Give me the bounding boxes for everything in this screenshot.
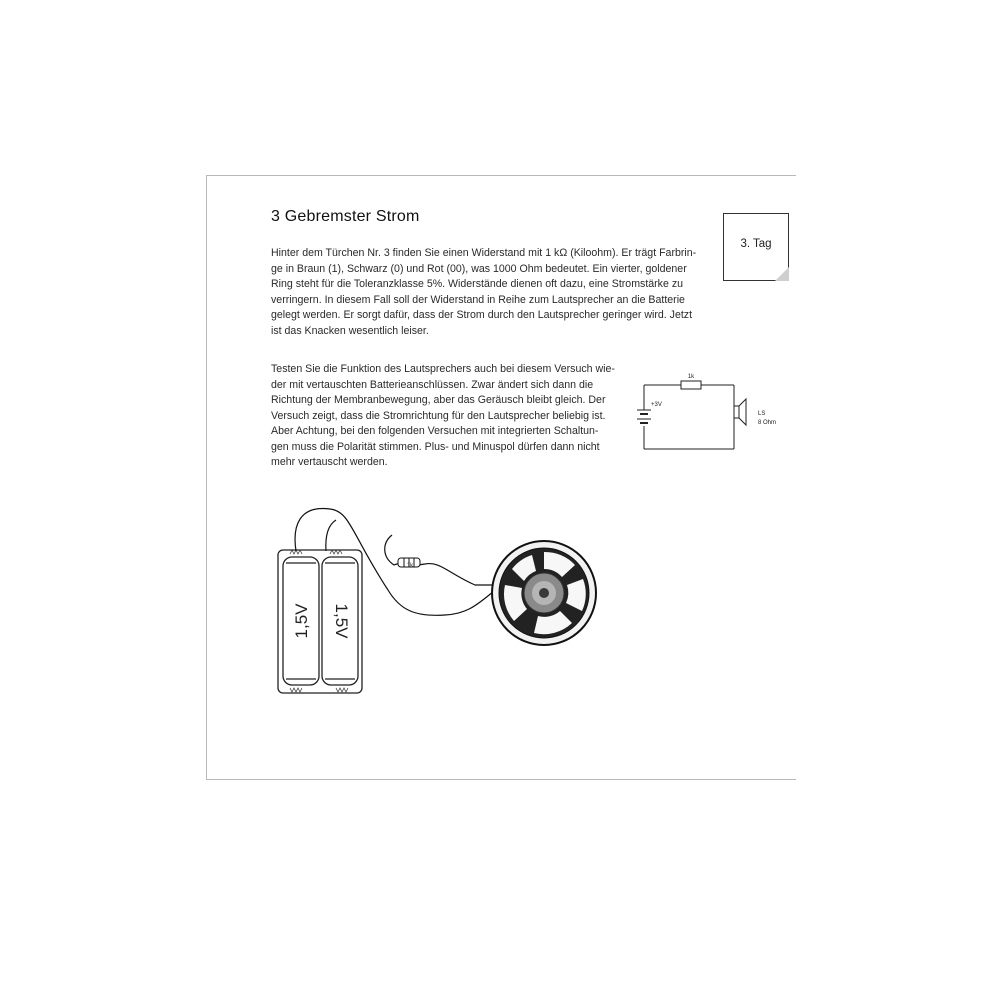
page-title: 3 Gebremster Strom <box>271 208 420 225</box>
schematic-resistor <box>681 381 701 389</box>
paragraph-line: Ring steht für die Toleranzklasse 5%. Widerstände dienen oft dazu, eine Stromstärke zu <box>271 278 684 290</box>
battery-label-left: 1,5V <box>292 603 311 639</box>
paragraph-line: gen muss die Polarität stimmen. Plus- und Minuspol dürfen dann nicht <box>271 440 600 453</box>
battery-label-right: 1,5V <box>332 603 351 639</box>
schematic-resistor-label: 1k <box>687 374 695 380</box>
paragraph-line: ge in Braun (1), Schwarz (0) und Rot (00), was 1000 Ohm bedeutet. Ein vierter, goldener <box>271 262 687 275</box>
paragraph-line: Versuch zeigt, dass die Stromrichtung für den Lautsprecher beliebig ist. <box>271 409 606 422</box>
paragraph-line: mehr vertauscht werden. <box>271 456 388 468</box>
schematic-speaker-value: 8 Ohm <box>758 420 777 426</box>
paragraph-line: Testen Sie die Funktion des Lautsprechers auch bei diesem Versuch wie- <box>271 363 615 375</box>
illustration-speaker <box>492 541 596 645</box>
page-fold-corner <box>775 267 789 281</box>
paragraph-line: Richtung der Membranbewegung, aber das Geräusch bleibt gleich. Der <box>271 394 606 406</box>
day-tag-label: 3. Tag <box>740 238 772 250</box>
paragraph-line: der mit vertauschten Batterieanschlüssen. Zwar ändert sich dann die <box>271 378 594 391</box>
paragraph-line: ist das Knacken wesentlich leiser. <box>271 324 429 337</box>
illustration-resistor-label: 1k <box>406 563 414 569</box>
paragraph-line: gelegt werden. Er sorgt dafür, dass der Strom durch den Lautsprecher geringer wird. Jetzt <box>271 309 693 321</box>
schematic-battery-label: +3V <box>651 402 662 408</box>
schematic-battery <box>637 410 651 423</box>
schematic-speaker-label: LS <box>758 411 766 417</box>
circuit-schematic <box>636 368 786 460</box>
test-paragraph <box>271 362 639 471</box>
intro-paragraph <box>271 246 719 339</box>
paragraph-line: verringern. In diesem Fall soll der Widerstand in Reihe zum Lautsprecher an die Batterie <box>271 293 685 306</box>
schematic-speaker <box>734 406 739 418</box>
paragraph-line: Aber Achtung, bei den folgenden Versuchen mit integrierten Schaltun- <box>271 425 599 437</box>
wiring-illustration <box>270 495 610 700</box>
paragraph-line: Hinter dem Türchen Nr. 3 finden Sie einen Widerstand mit 1 kΩ (Kiloohm). Er trägt Farbrin- <box>271 247 697 259</box>
day-tag <box>723 213 789 281</box>
